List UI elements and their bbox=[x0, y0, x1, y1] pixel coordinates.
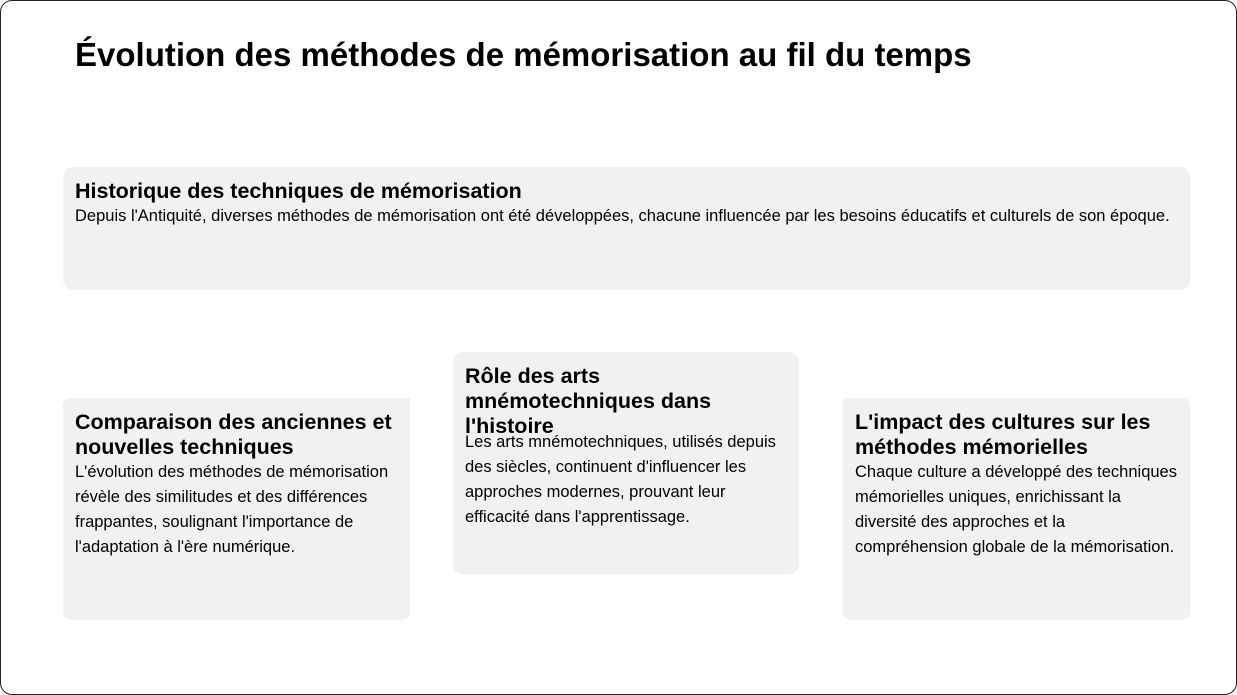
card-mnemonic-arts bbox=[453, 352, 799, 574]
page-title: Évolution des méthodes de mémorisation au fil du temps bbox=[75, 36, 972, 73]
card-cultures-body: Chaque culture a développé des techniques mémorielles uniques, enrichissant la diversité des approches et la compréhension globale de la mémorisation. bbox=[855, 463, 1177, 556]
card-history-heading: Historique des techniques de mémorisation bbox=[75, 179, 522, 203]
card-comparison bbox=[63, 398, 410, 620]
card-cultures-heading: L'impact des cultures sur les méthodes mémorielles bbox=[855, 410, 1151, 459]
card-comparison-body: L'évolution des méthodes de mémorisation révèle des similitudes et des différences frappantes, soulignant l'importance de l'adaptation à l'ère numérique. bbox=[75, 463, 389, 556]
card-history bbox=[63, 167, 1190, 290]
card-history-body: Depuis l'Antiquité, diverses méthodes de mémorisation ont été développées, chacune influencée par les besoins éducatifs et culturels de son époque. bbox=[75, 207, 1170, 225]
card-comparison-heading: Comparaison des anciennes et nouvelles techniques bbox=[75, 410, 392, 459]
card-mnemonic-arts-body: Les arts mnémotechniques, utilisés depuis des siècles, continuent d'influencer les approches modernes, prouvant leur efficacité dans l'apprentissage. bbox=[465, 433, 776, 526]
card-mnemonic-arts-heading: Rôle des arts mnémotechniques dans l'histoire bbox=[465, 364, 712, 438]
card-cultures bbox=[843, 398, 1190, 620]
